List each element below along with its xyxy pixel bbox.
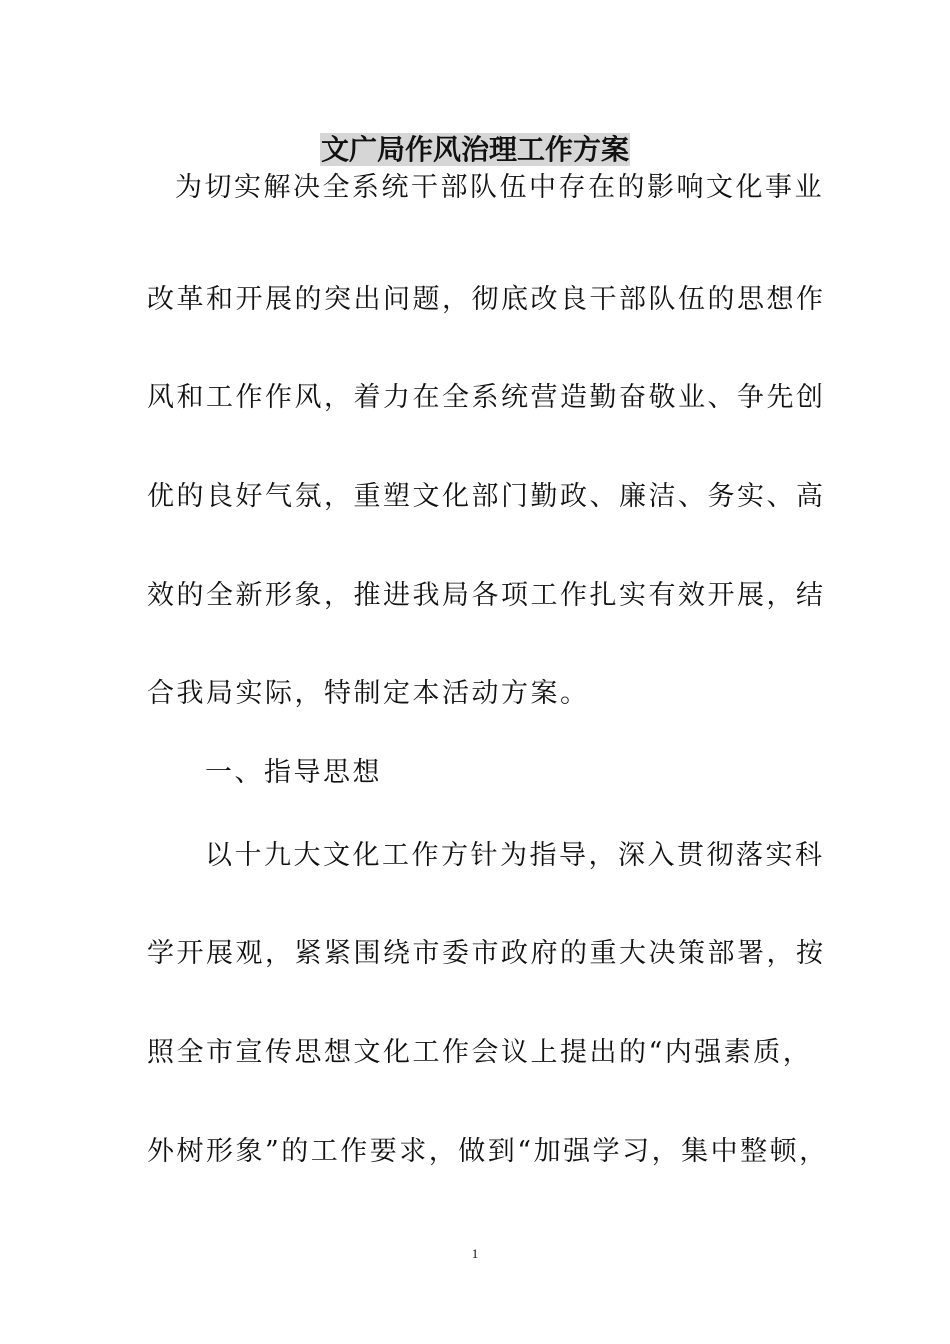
paragraph-line: 优的良好气氛，重塑文化部门勤政、廉洁、务实、高 <box>147 481 826 512</box>
paragraph-line: 照全市宣传思想文化工作会议上提出的“内强素质， <box>147 1037 813 1068</box>
paragraph-line: 效的全新形象，推进我局各项工作扎实有效开展，结 <box>147 580 826 611</box>
paragraph-line: 改革和开展的突出问题，彻底改良干部队伍的思想作 <box>147 284 826 315</box>
section-heading: 一、指导思想 <box>205 757 382 788</box>
paragraph-line: 风和工作作风，着力在全系统营造勤奋敬业、争先创 <box>147 382 826 413</box>
paragraph-line: 以十九大文化工作方针为指导，深入贯彻落实科 <box>205 840 825 871</box>
paragraph-line: 外树形象”的工作要求，做到“加强学习，集中整顿， <box>147 1136 829 1167</box>
document-title <box>0 130 950 170</box>
paragraph-line: 合我局实际，特制定本活动方案。 <box>147 678 590 709</box>
paragraph-line: 为切实解决全系统干部队伍中存在的影响文化事业 <box>175 172 824 203</box>
document-title-text: 文广局作风治理工作方案 <box>320 133 629 166</box>
page-number: 1 <box>471 1246 479 1261</box>
paragraph-line: 学开展观，紧紧围绕市委市政府的重大决策部署，按 <box>147 938 826 969</box>
